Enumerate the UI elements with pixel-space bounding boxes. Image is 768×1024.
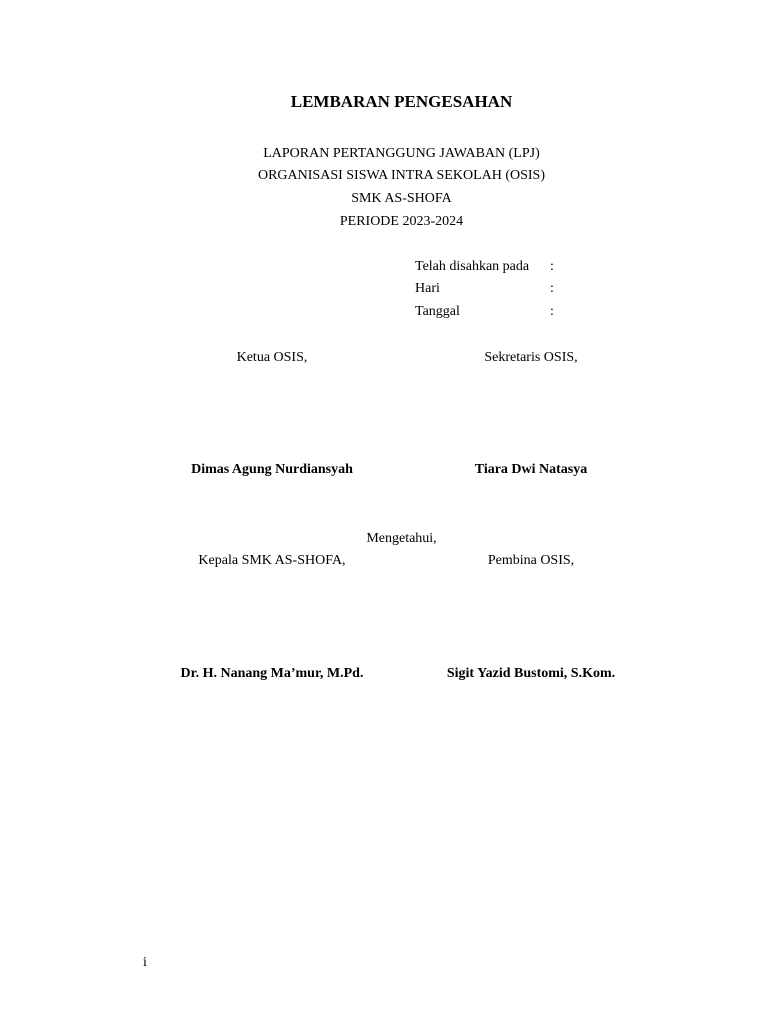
page-number: i	[143, 955, 147, 970]
signature-role-secretary: Sekretaris OSIS,	[484, 350, 578, 365]
subtitle-line-1: LAPORAN PERTANGGUNG JAWABAN (LPJ)	[263, 146, 540, 161]
approval-label-date: Tanggal	[415, 304, 460, 319]
page-title: LEMBARAN PENGESAHAN	[290, 92, 513, 111]
approval-separator: :	[550, 304, 554, 319]
approval-separator: :	[550, 281, 554, 296]
signature-role-advisor: Pembina OSIS,	[487, 553, 575, 568]
acknowledge-label: Mengetahui,	[366, 531, 437, 546]
signature-name-secretary: Tiara Dwi Natasya	[474, 462, 588, 477]
signature-name-chairman: Dimas Agung Nurdiansyah	[191, 462, 353, 477]
signature-name-principal: Dr. H. Nanang Ma’mur, M.Pd.	[180, 666, 364, 681]
signature-name-advisor: Sigit Yazid Bustomi, S.Kom.	[446, 666, 616, 681]
signature-role-principal: Kepala SMK AS-SHOFA,	[198, 553, 346, 568]
approval-label-date-approved: Telah disahkan pada	[415, 259, 530, 274]
subtitle-line-2: ORGANISASI SISWA INTRA SEKOLAH (OSIS)	[257, 168, 546, 183]
subtitle-line-4: PERIODE 2023-2024	[339, 214, 464, 229]
subtitle-line-3: SMK AS-SHOFA	[351, 191, 452, 206]
approval-label-day: Hari	[415, 281, 440, 296]
signature-role-chairman: Ketua OSIS,	[236, 350, 308, 365]
approval-separator: :	[550, 259, 554, 274]
